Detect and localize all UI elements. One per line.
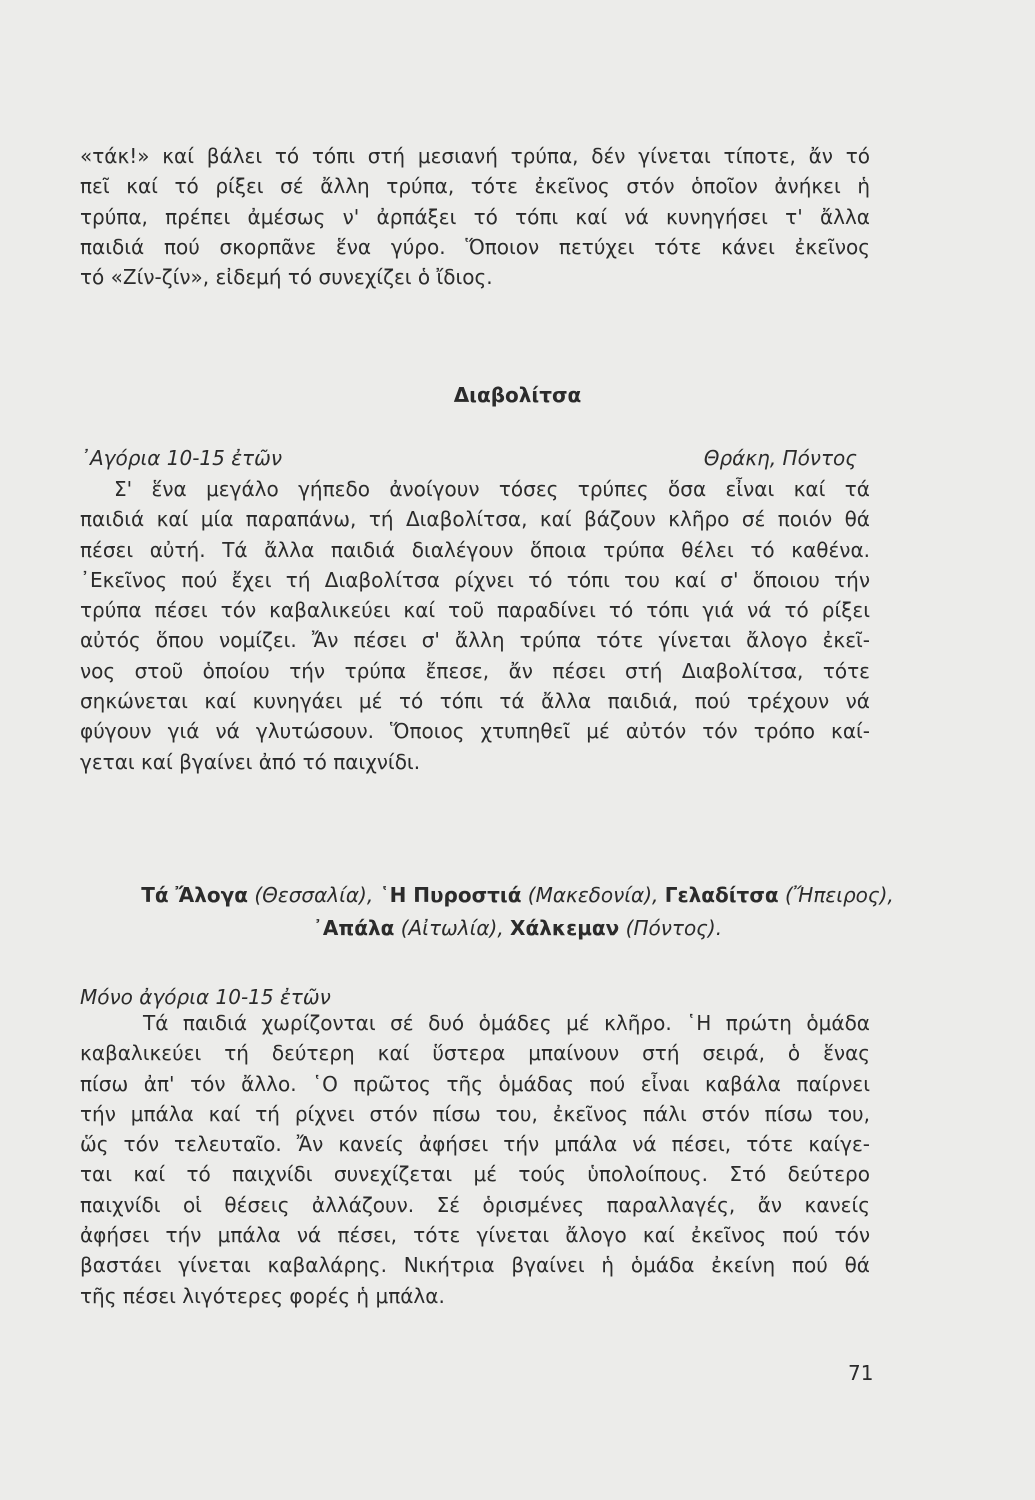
text-line: αὐτός ὅπου νομίζει. Ἄν πέσει σ' ἄλλη τρύπα τότε γίνεται ἄλογο ἐκεῖ- bbox=[80, 628, 870, 653]
audience-label: ᾿Αγόρια 10-15 ἐτῶν bbox=[80, 446, 283, 470]
text-line: πέσει αὐτή. Τά ἄλλα παιδιά διαλέγουν ὅποια τρύπα θέλει τό καθένα. bbox=[80, 537, 870, 562]
text-line: φύγουν γιά νά γλυτώσουν. Ὅποιος χτυπηθεῖ μέ αὐτόν τόν τρόπο καί- bbox=[80, 719, 870, 744]
game-name: ᾿Απάλα bbox=[312, 916, 395, 940]
section2-title bbox=[0, 879, 1035, 945]
text-line: παιδιά καί μία παραπάνω, τή Διαβολίτσα, καί βάζουν κλῆρο σέ ποιόν θά bbox=[80, 507, 870, 532]
page-number: 71 bbox=[848, 1361, 874, 1385]
text-line: «τάκ!» καί βάλει τό τόπι στή μεσιανή τρύπα, δέν γίνεται τίποτε, ἄν τό bbox=[80, 144, 870, 168]
text-line: γεται καί βγαίνει ἀπό τό παιχνίδι. bbox=[80, 749, 421, 774]
text-line: ται καί τό παιχνίδι συνεχίζεται μέ τούς ὑπολοίπους. Στό δεύτερο bbox=[80, 1162, 870, 1187]
text-line: παιχνίδι οἱ θέσεις ἀλλάζουν. Σέ ὁρισμένες παραλλαγές, ἄν κανείς bbox=[80, 1192, 870, 1217]
game-names-line-1 bbox=[0, 879, 1035, 912]
section-title-diavolitsa: Διαβολίτσα bbox=[453, 383, 582, 407]
game-name: Χάλκεμαν bbox=[510, 916, 620, 940]
text-line: τήν μπάλα καί τή ρίχνει στόν πίσω του, ἐκεῖνος πάλι στόν πίσω του, bbox=[80, 1101, 870, 1126]
text-line: τρύπα, πρέπει ἀμέσως ν' ἀρπάξει τό τόπι καί νά κυνηγήσει τ' ἄλλα bbox=[80, 204, 870, 229]
section1-meta bbox=[80, 446, 857, 470]
game-name: ῾Η Πυροστιά bbox=[379, 883, 522, 907]
text-line: τρύπα πέσει τόν καβαλικεύει καί τοῦ παραδίνει τό τόπι γιά νά τό ρίξει bbox=[80, 598, 870, 623]
text-line: ἀφήσει τήν μπάλα νά πέσει, τότε γίνεται ἄλογο καί ἐκεῖνος πού τόν bbox=[80, 1223, 870, 1248]
intro-paragraph bbox=[80, 141, 870, 292]
text-line: νος στοῦ ὁποίου τήν τρύπα ἔπεσε, ἄν πέσει στή Διαβολίτσα, τότε bbox=[80, 658, 870, 683]
text-line: τῆς πέσει λιγότερες φορές ἡ μπάλα. bbox=[80, 1283, 445, 1308]
text-line: παιδιά πού σκορπᾶνε ἕνα γύρο. Ὅποιον πετύχει τότε κάνει ἐκεῖνος bbox=[80, 234, 870, 259]
text-line: ὥς τόν τελευταῖο. Ἄν κανείς ἀφήσει τήν μπάλα νά πέσει, τότε καίγε- bbox=[80, 1132, 870, 1157]
section1-paragraph bbox=[80, 474, 870, 777]
text-line: πεῖ καί τό ρίξει σέ ἄλλη τρύπα, τότε ἐκεῖνος στόν ὁποῖον ἀνήκει ἡ bbox=[80, 174, 870, 199]
game-name: Γελαδίτσα bbox=[664, 883, 779, 907]
section2-paragraph bbox=[80, 1008, 870, 1311]
game-names-line-2 bbox=[0, 912, 1035, 945]
region-name: (Θεσσαλία), bbox=[248, 883, 380, 907]
section2-audience: Μόνο ἀγόρια 10-15 ἐτῶν bbox=[80, 985, 331, 1009]
region-name: (Μακεδονία), bbox=[521, 883, 665, 907]
region-label: Θράκη, Πόντος bbox=[703, 446, 857, 470]
region-name: (Ἤπειρος), bbox=[778, 883, 894, 907]
game-name: Τά Ἄλογα bbox=[141, 883, 248, 907]
text-line: σηκώνεται καί κυνηγάει μέ τό τόπι τά ἄλλα παιδιά, πού τρέχουν νά bbox=[80, 689, 870, 714]
text-line: καβαλικεύει τή δεύτερη καί ὕστερα μπαίνουν στή σειρά, ὁ ἕνας bbox=[80, 1041, 870, 1066]
region-name: (Πόντος). bbox=[619, 916, 723, 940]
text-line: πίσω ἀπ' τόν ἄλλο. ῾Ο πρῶτος τῆς ὁμάδας πού εἶναι καβάλα παίρνει bbox=[80, 1071, 870, 1096]
text-line: ᾿Εκεῖνος πού ἔχει τή Διαβολίτσα ρίχνει τό τόπι του καί σ' ὅποιου τήν bbox=[80, 567, 870, 592]
region-name: (Αἰτωλία), bbox=[394, 916, 511, 940]
text-line: τό «Ζίν-ζίν», εἰδεμή τό συνεχίζει ὁ ἴδιος. bbox=[80, 265, 493, 290]
text-line: Τά παιδιά χωρίζονται σέ δυό ὁμάδες μέ κλῆρο. ῾Η πρώτη ὁμάδα bbox=[143, 1011, 870, 1035]
text-line: βαστάει γίνεται καβαλάρης. Νικήτρια βγαίνει ἡ ὁμάδα ἐκείνη πού θά bbox=[80, 1253, 870, 1278]
text-line: Σ' ἕνα μεγάλο γήπεδο ἀνοίγουν τόσες τρύπες ὅσα εἶναι καί τά bbox=[114, 477, 870, 501]
